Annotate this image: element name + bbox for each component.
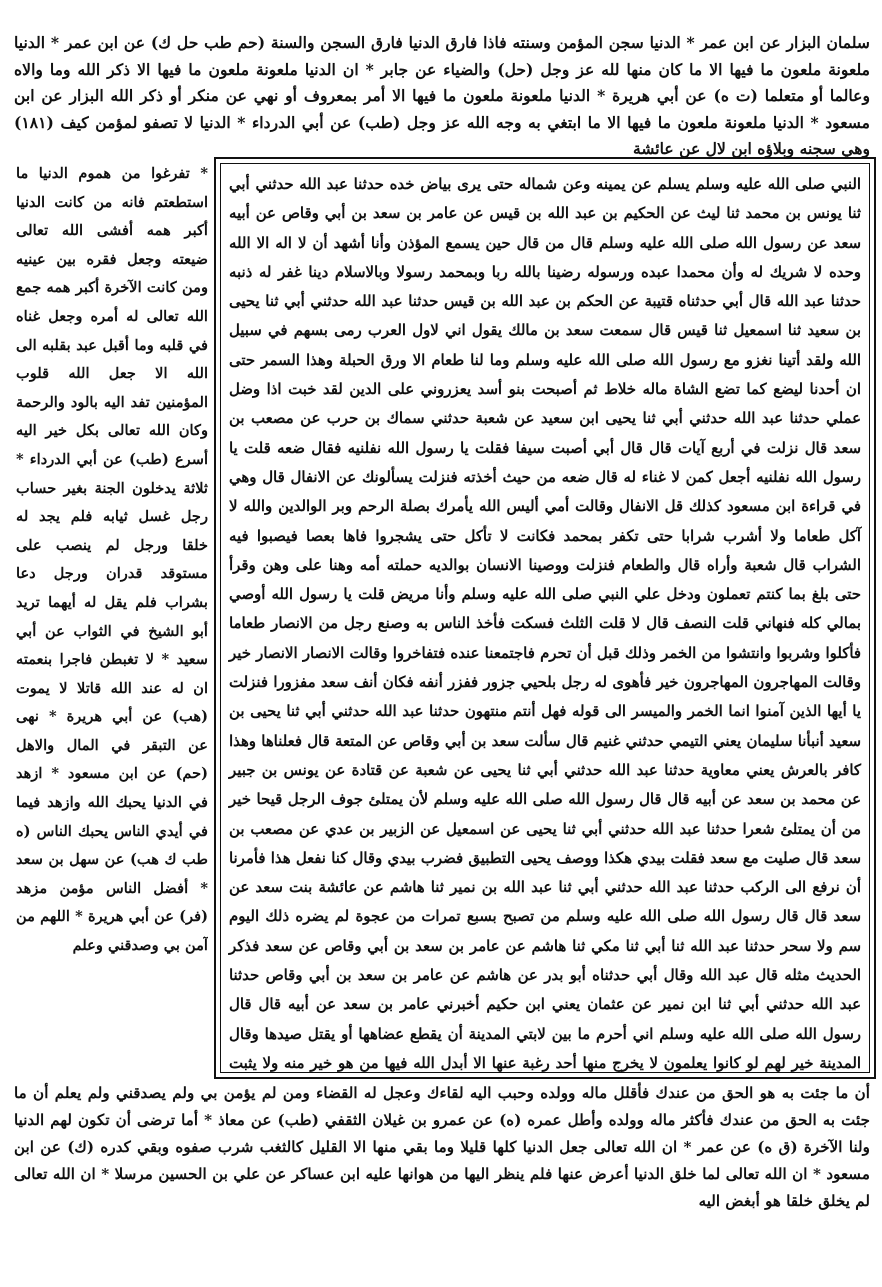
main-hadith-text: النبي صلى الله عليه وسلم يسلم عن يمينه وعن شماله حتى يرى بياض خده حدثنا عبد الله حدثني أبي ثنا يونس بن محمد ثنا ليث عن الحكيم بن عبد الله بن قيس عن عامر بن سعد بن أبي وقاص عن أبيه سعد عن رسول الله صلى الله عليه وسلم قال من قال حين يسمع المؤذن وأنا أشهد أن لا اله الا الله وحده لا شريك له وأن محمدا عبده ورسوله رضينا بالله ربا وبمحمد رسولا وبالاسلام دينا غفر له ذنبه حدثنا عبد الله قال أبي حدثناه قتيبة عن الحكم بن عبد الله بن قيس حدثنا عبد الله حدثني أبي ثنا يحيى بن سعيد ثنا اسمعيل ثنا قيس قال سمعت سعد بن مالك يقول اني لاول العرب رمى بسهم في سبيل الله ولقد أتينا نغزو مع رسول الله صلى الله عليه وسلم وما لنا طعام الا ورق الحبلة وهذا السمر حتى ان أحدنا ليضع كما تضع الشاة ماله خلاط ثم أصبحت بنو أسد يعزروني على الدين لقد خبت اذا وضل عملي حدثنا عبد الله حدثني أبي ثنا يحيى ابن سعيد عن شعبة حدثني سماك بن حرب عن مصعب بن سعد قال نزلت في أربع آيات قال قال أبي أصبت سيفا فقلت يا رسول الله نفلنيه فقال ضعه قلت يا رسول الله نفلنيه أجعل كمن لا غناء له قال ضعه من حيث أخذته فنزلت يسألونك عن الانفال قال وهي في قراءة ابن مسعود كذلك قل الانفال وقالت أمي أليس الله يأمرك بصلة الرحم وبر الوالدين والله لا آكل طعاما ولا أشرب شرابا حتى تكفر بمحمد فكانت لا تأكل حتى يشجروا فاها بعصا فيصبوا فيه الشراب قال شعبة وأراه قال والطعام فنزلت ووصينا الانسان بوالديه حملته أمه وهنا على وهن وقرأ حتى بلغ بما كنتم تعملون ودخل علي النبي صلى الله عليه وسلم وأنا مريض قلت يا رسول الله أوصي بمالي كله فنهاني قلت النصف قال لا قلت الثلث فسكت فأخذ الناس به وصنع رجل من الانصار طعاما فأكلوا وشربوا وانتشوا من الخمر وذلك قبل أن تحرم فاجتمعنا عنده فتفاخروا وقالت الانصار الانصار خير وقالت المهاجرون المهاجرون خير فأهوى له رجل بلحيي جزور ففزر أنفه فكان أنف سعد مفزورا فنزلت يا أيها الذين آمنوا انما الخمر والميسر الى قوله فهل أنتم منتهون حدثنا عبد الله حدثني أبي ثنا يحيى بن سعيد أنبأنا سليمان يعني التيمي حدثني غنيم قال سألت سعد بن أبي وقاص عن المتعة قال فعلناها وهذا كافر بالعرش يعني معاوية حدثنا عبد الله حدثني أبي ثنا يحيى عن شعبة عن قتادة عن يونس بن جبير عن محمد بن سعد عن أبيه قال قال رسول الله صلى الله عليه وسلم لأن يمتلئ جوف الرجل قيحا خير من أن يمتلئ شعرا حدثنا عبد الله حدثني أبي ثنا يحيى عن اسمعيل عن الزبير بن عدي عن مصعب بن سعد قال صليت مع سعد فقلت بيدي هكذا ووصف يحيى التطبيق فضرب بيدي وقال كنا نفعل هذا فأمرنا أن نرفع الى الركب حدثنا عبد الله حدثني أبي ثنا عبد الله بن نمير ثنا هاشم عن عائشة بنت سعد عن سعد قال قال رسول الله صلى الله عليه وسلم من تصبح بسبع تمرات من عجوة لم يضره ذلك اليوم سم ولا سحر حدثنا عبد الله ثنا أبي ثنا مكي ثنا هاشم عن عامر بن سعد بن أبي وقاص عن سعد فذكر الحديث مثله قال عبد الله وقال أبي حدثناه أبو بدر عن هاشم عن عامر بن سعد بن أبي وقاص حدثنا عبد الله حدثني أبي ثنا ابن نمير عن عثمان يعني ابن حكيم أخبرني عامر بن سعد عن أبيه قال قال رسول الله صلى الله عليه وسلم اني أحرم ما بين لابتي المدينة أن يقطع عضاهها أو يقتل صيدها وقال المدينة خير لهم لو كانوا يعلمون لا يخرج منها أحد رغبة عنها الا أبدل الله فيها من هو خير منه ولا يثبت: [229, 175, 861, 1072]
side-margin-commentary: * تفرغوا من هموم الدنيا ما استطعتم فانه من كانت الدنيا أكبر همه أفشى الله تعالى ضيعته وجعل فقره بين عينيه ومن كانت الآخرة أكبر همه جمع الله تعالى له أمره وجعل غناه في قلبه وما أقبل عبد بقلبه الى الله الا جعل الله قلوب المؤمنين تفد اليه بالود والرحمة وكان الله تعالى بكل خير اليه أسرع (طب) عن أبي الدرداء * ثلاثة يدخلون الجنة بغير حساب رجل غسل ثيابه فلم يجد له خلقا ورجل لم ينصب على مستوقد قدران ورجل دعا بشراب فلم يقل له أيهما تريد أبو الشيخ في الثواب عن أبي سعيد * لا تغبطن فاجرا بنعمته ان له عند الله قاتلا لا يموت (هب) عن أبي هريرة * نهى عن التبقر في المال والاهل (حم) عن ابن مسعود * ازهد في الدنيا يحبك الله وازهد فيما في أيدي الناس يحبك الناس (ه طب ك هب) عن سهل بن سعد * أفضل الناس مؤمن مزهد (فر) عن أبي هريرة * اللهم من آمن بي وصدقني وعلم: [16, 165, 208, 955]
main-text-frame-inner: [220, 163, 870, 1073]
bottom-margin-commentary: أن ما جئت به هو الحق من عندك فأقلل ماله وولده وحبب اليه لقاءك وعجل له القضاء ومن لم يؤمن بي ولم يصدقني ولم يعلم أن ما جئت به الحق من عندك فأكثر ماله وولده وأطل عمره (ه) عن عمرو بن غيلان الثقفي (طب) عن معاذ * أما ترضى أن تكون لهم الدنيا ولنا الآخرة (ق ه) عن عمر * ان الله تعالى جعل الدنيا كلها قليلا وما بقي منها الا القليل كالثغب شرب صفوه وبقي كدره (ك) عن ابن مسعود * ان الله تعالى لما خلق الدنيا أعرض عنها فلم ينظر اليها من هوانها عليه ابن عساكر عن علي بن الحسين مرسلا * ان الله تعالى لم يخلق خلقا هو أبغض اليه: [14, 1084, 870, 1210]
top-margin-commentary: سلمان البزار عن ابن عمر * الدنيا سجن المؤمن وسنته فاذا فارق الدنيا فارق السجن والسنة (حم طب حل ك) عن ابن عمر * الدنيا ملعونة ملعون ما فيها الا ما كان منها لله عز وجل (حل) والضياء عن جابر * ان الدنيا ملعونة ملعون ما فيها الا ذكر الله وما والاه وعالما أو متعلما (ت ه) عن أبي هريرة * الدنيا ملعونة ملعون ما فيها الا أمر بمعروف أو نهي عن منكر أو ذكر الله البزار عن ابن مسعود * الدنيا ملعونة ملعون ما فيها الا ما ابتغي به وجه الله عز وجل (طب) عن أبي الدرداء * الدنيا لا تصفو لمؤمن كيف (١٨١) وهي سجنه وبلاؤه ابن لال عن عائشة: [14, 33, 870, 158]
